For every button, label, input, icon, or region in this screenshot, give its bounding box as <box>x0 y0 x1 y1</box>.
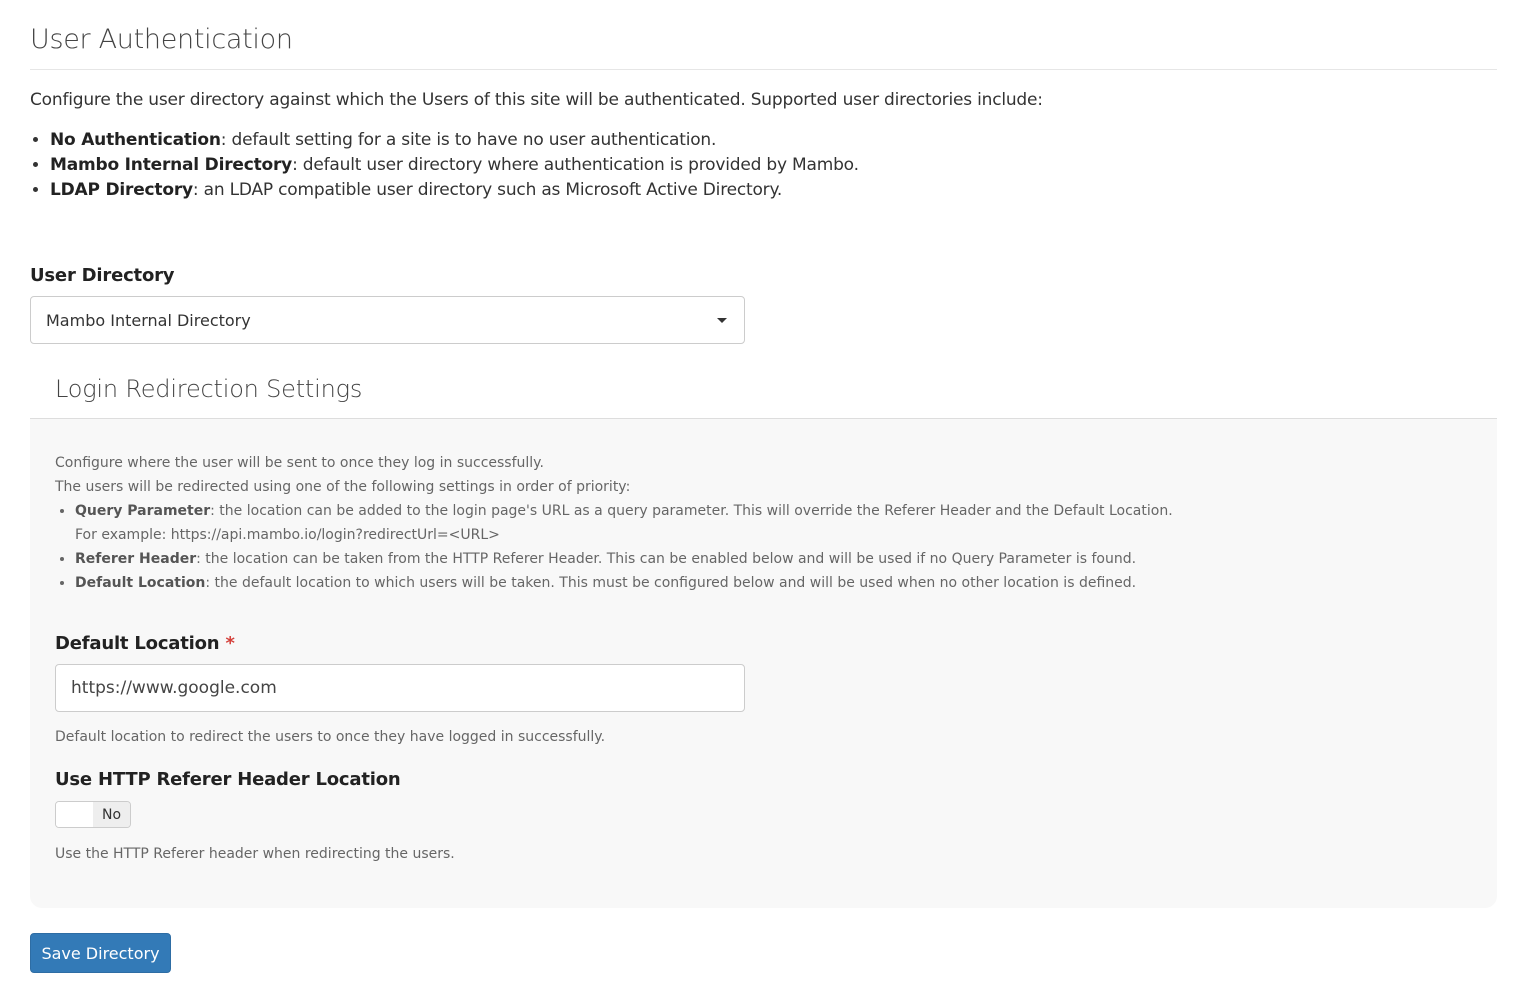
intro-text: Configure the user directory against which the Users of this site will be authenticated. Supported user directories include: <box>30 90 1043 110</box>
priority-name: Referer Header <box>75 551 197 567</box>
directory-list <box>30 128 859 203</box>
toggle-state-label: No <box>93 802 130 827</box>
list-item <box>75 547 1173 571</box>
priority-example: For example: https://api.mambo.io/login?redirectUrl=<URL> <box>75 527 500 543</box>
referer-header-label: Use HTTP Referer Header Location <box>55 769 401 790</box>
directory-desc: : an LDAP compatible user directory such as Microsoft Active Directory. <box>192 180 783 200</box>
priority-name: Query Parameter <box>75 503 211 519</box>
default-location-help: Default location to redirect the users to once they have logged in successfully. <box>55 729 606 745</box>
save-directory-button[interactable]: Save Directory <box>30 933 171 973</box>
title-divider <box>30 69 1497 70</box>
list-item <box>75 571 1173 595</box>
priority-list <box>55 499 1173 595</box>
list-item <box>50 128 859 153</box>
user-directory-selected: Mambo Internal Directory <box>46 310 251 330</box>
referer-header-toggle[interactable] <box>55 801 131 828</box>
list-item <box>75 499 1173 547</box>
required-marker: * <box>225 633 235 654</box>
priority-desc: : the default location to which users will be taken. This must be configured below and will be used when no other location is defined. <box>205 575 1137 591</box>
directory-desc: : default setting for a site is to have no user authentication. <box>220 130 717 150</box>
login-redirection-title: Login Redirection Settings <box>55 375 363 403</box>
referer-header-help: Use the HTTP Referer header when redirecting the users. <box>55 846 455 862</box>
user-directory-select[interactable] <box>30 296 745 344</box>
user-directory-label: User Directory <box>30 265 175 286</box>
page-title: User Authentication <box>30 24 293 55</box>
redirection-help-line-1: Configure where the user will be sent to once they log in successfully. <box>55 455 544 471</box>
priority-desc: : the location can be added to the login page's URL as a query parameter. This will override the Referer Header and the Default Location. <box>210 503 1173 519</box>
default-location-label-text: Default Location <box>55 633 220 654</box>
default-location-input[interactable] <box>55 664 745 712</box>
directory-desc: : default user directory where authentication is provided by Mambo. <box>292 155 859 175</box>
priority-desc: : the location can be taken from the HTTP Referer Header. This can be enabled below and will be used if no Query Parameter is found. <box>196 551 1137 567</box>
priority-name: Default Location <box>75 575 206 591</box>
list-item <box>50 153 859 178</box>
directory-name: LDAP Directory <box>50 180 193 200</box>
directory-name: Mambo Internal Directory <box>50 155 293 175</box>
redirection-help-line-2: The users will be redirected using one of the following settings in order of priority: <box>55 479 631 495</box>
list-item <box>50 178 859 203</box>
toggle-knob <box>56 802 93 827</box>
caret-down-icon <box>717 318 727 323</box>
directory-name: No Authentication <box>50 130 221 150</box>
default-location-label <box>55 633 235 654</box>
